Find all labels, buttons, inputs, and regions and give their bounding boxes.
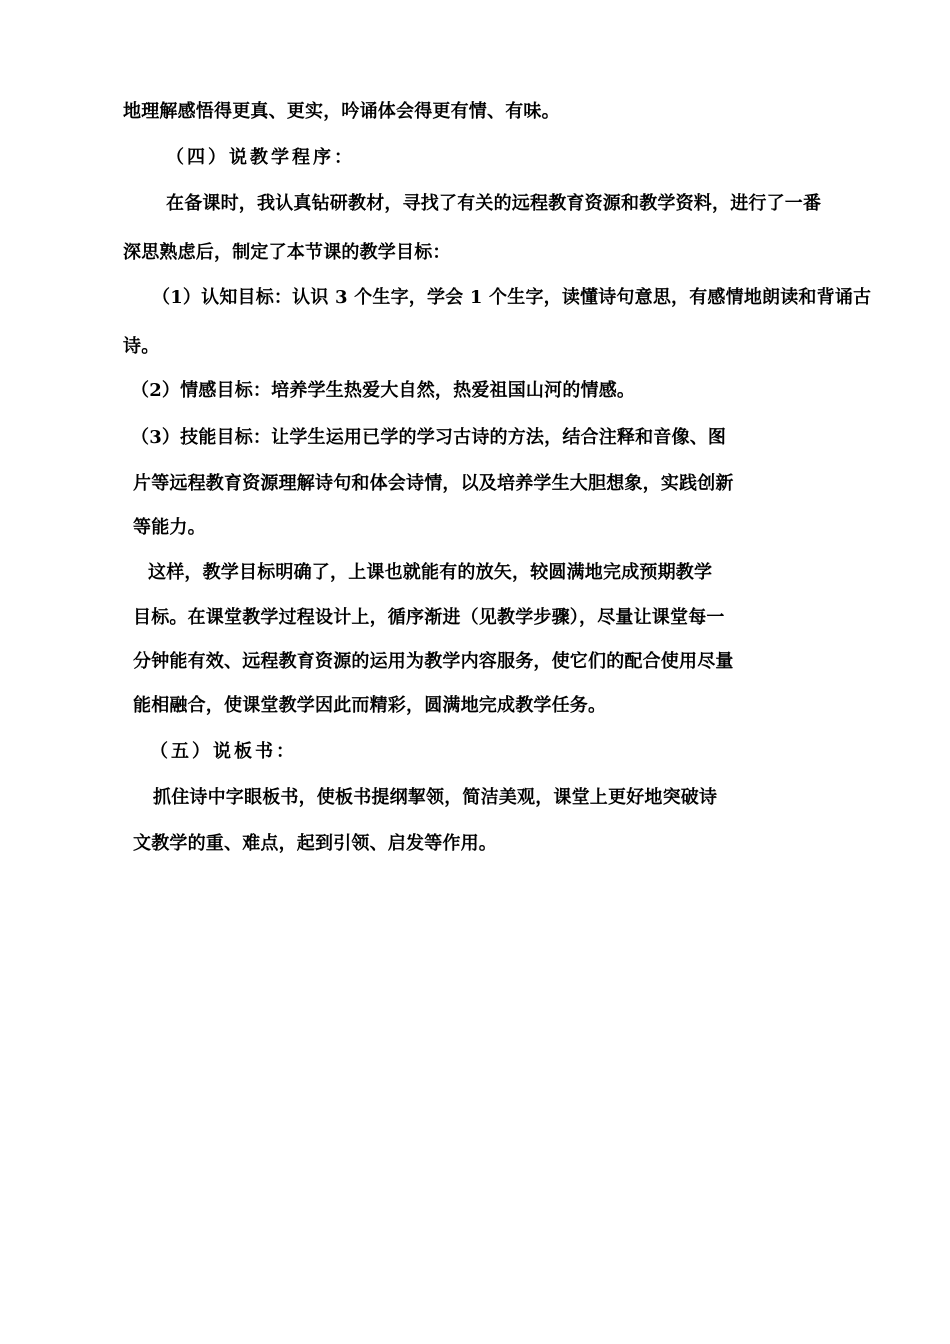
goal-emotional-line: （2）情感目标：培养学生热爱大自然，热爱祖国山河的情感。 — [131, 380, 636, 401]
paragraph-line: 等能力。 — [133, 517, 206, 538]
paragraph-line: 诗。 — [123, 336, 160, 357]
paragraph-line: 深思熟虑后，制定了本节课的教学目标： — [123, 242, 451, 263]
paragraph-line: 分钟能有效、远程教育资源的运用为教学内容服务，使它们的配合使用尽量 — [133, 651, 734, 672]
paragraph-line: 抓住诗中字眼板书，使板书提纲挈领，简洁美观，课堂上更好地突破诗 — [153, 787, 718, 808]
paragraph-line: 地理解感悟得更真、更实，吟诵体会得更有情、有味。 — [123, 101, 560, 122]
paragraph-line: 目标。在课堂教学过程设计上，循序渐进（见教学步骤），尽量让课堂每一 — [133, 607, 725, 628]
paragraph-line: 能相融合，使课堂教学因此而精彩，圆满地完成教学任务。 — [133, 695, 607, 716]
section-heading-four: （四）说教学程序： — [166, 147, 355, 168]
paragraph-line: 片等远程教育资源理解诗句和体会诗情，以及培养学生大胆想象，实践创新 — [133, 473, 734, 494]
paragraph-line: 这样，教学目标明确了，上课也就能有的放矢，较圆满地完成预期教学 — [148, 562, 713, 583]
goal-skill-line: （3）技能目标：让学生运用已学的学习古诗的方法，结合注释和音像、图 — [131, 427, 727, 448]
paragraph-line: 文教学的重、难点，起到引领、启发等作用。 — [133, 833, 497, 854]
paragraph-line: 在备课时，我认真钻研教材，寻找了有关的远程教育资源和教学资料，进行了一番 — [166, 193, 822, 214]
goal-cognitive-line: （1）认知目标：认识 3 个生字，学会 1 个生字，读懂诗句意思，有感情地朗读和背诵古 — [152, 287, 872, 308]
section-heading-five: （五）说板书： — [150, 741, 297, 762]
